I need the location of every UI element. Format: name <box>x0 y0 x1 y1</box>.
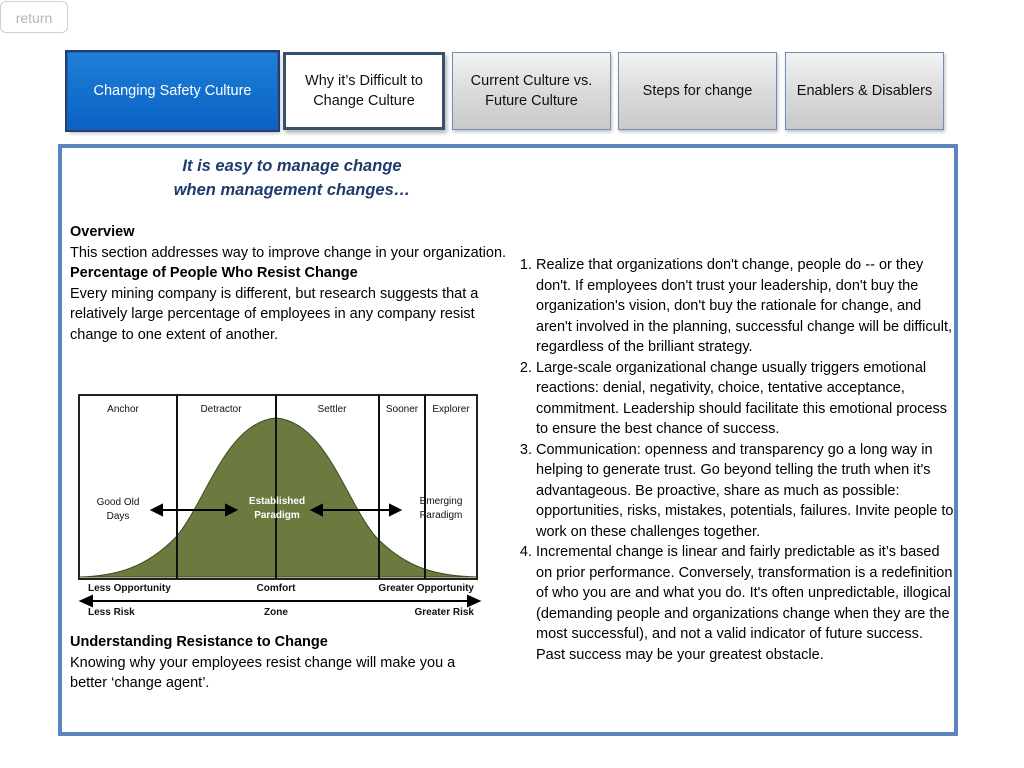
list-item: 1. Realize that organizations don't change, people do -- or they don't. If employees don't trust your leadership, don't buy the organization's vision, don't buy the rationale for change, and aren't involved in the planning, successful change will be difficult, regardless of the brilliant strategy. <box>536 255 954 358</box>
resist-heading: Percentage of People Who Resist Change <box>70 265 358 281</box>
greater-opportunity-label: Greater Opportunity <box>378 583 474 594</box>
segment-label: Settler <box>317 404 347 415</box>
overview-text: This section addresses way to improve change in your organization. <box>70 244 507 261</box>
list-item: 2. Large-scale organizational change usually triggers emotional reactions: denial, negativity, choice, tentative acceptance, commitment. Leadership should facilitate this emotional process to ensure the best chance of success. <box>536 358 954 440</box>
tagline-line-2: when management changes… <box>173 181 411 199</box>
segment-label: Anchor <box>107 404 139 415</box>
tab-current-vs-future[interactable] <box>452 52 611 130</box>
segment-label: Explorer <box>432 404 470 415</box>
steps-list <box>508 255 954 665</box>
understanding-heading: Understanding Resistance to Change <box>70 634 328 650</box>
understanding-text: Knowing why your employees resist change will make you a better ‘change agent’. <box>70 654 456 691</box>
segment-label: Detractor <box>200 404 242 415</box>
left-column <box>70 222 514 345</box>
arrowhead <box>81 596 92 606</box>
zone-label: Zone <box>264 607 288 618</box>
established-paradigm-label: Established <box>248 496 306 507</box>
good-old-days-label: Days <box>106 511 130 522</box>
content-panel <box>58 144 958 736</box>
tagline-line-1: It is easy to manage change <box>182 157 402 175</box>
tab-label: Steps for change <box>642 83 753 99</box>
less-opportunity-label: Less Opportunity <box>88 583 171 594</box>
good-old-days-label: Good Old <box>96 497 140 508</box>
overview-heading: Overview <box>70 224 135 240</box>
return-button[interactable]: return <box>0 1 68 33</box>
tab-enablers-disablers[interactable] <box>785 52 944 130</box>
tab-label: Current Culture vs. Future Culture <box>470 73 593 109</box>
list-item: 3. Communication: openness and transparency go a long way in helping to generate trust. Go beyond telling the truth when it's advantageous. Be proactive, share as much as possible: opportunities, risks, mistakes, potentials, failures. Invite people to work on these challenges together. <box>536 440 954 543</box>
less-risk-label: Less Risk <box>88 607 135 618</box>
resist-text: Every mining company is different, but research suggests that a relatively large percentage of employees in any company resist change to one extent of another. <box>70 285 479 343</box>
emerging-paradigm-label: Paradigm <box>419 510 463 521</box>
comfort-label: Comfort <box>256 583 296 594</box>
tagline <box>162 154 422 202</box>
tab-why-difficult[interactable] <box>283 52 445 130</box>
tab-changing-safety-culture[interactable] <box>67 52 278 130</box>
greater-risk-label: Greater Risk <box>414 607 474 618</box>
arrowhead <box>468 596 479 606</box>
tab-label: Changing Safety Culture <box>93 83 252 99</box>
emerging-paradigm-label: Emerging <box>419 496 463 507</box>
tab-steps-for-change[interactable] <box>618 52 777 130</box>
established-paradigm-label: Paradigm <box>254 510 300 521</box>
adoption-curve-diagram <box>76 392 486 622</box>
steps-list-panel <box>508 255 954 665</box>
list-item: 4. Incremental change is linear and fairly predictable as it’s based on prior performance. Conversely, transformation is a redefinition of who you are and what you do. It's often unpredictable, illogical (demanding people and organizations change when they are the most successful), and not a valid indicator of future success. Past success may be your greatest obstacle. <box>536 542 954 665</box>
segment-label: Sooner <box>385 404 419 415</box>
understanding-section <box>70 632 490 694</box>
tab-label: Why it’s Difficult to Change Culture <box>305 73 423 109</box>
tab-label: Enablers & Disablers <box>796 83 933 99</box>
